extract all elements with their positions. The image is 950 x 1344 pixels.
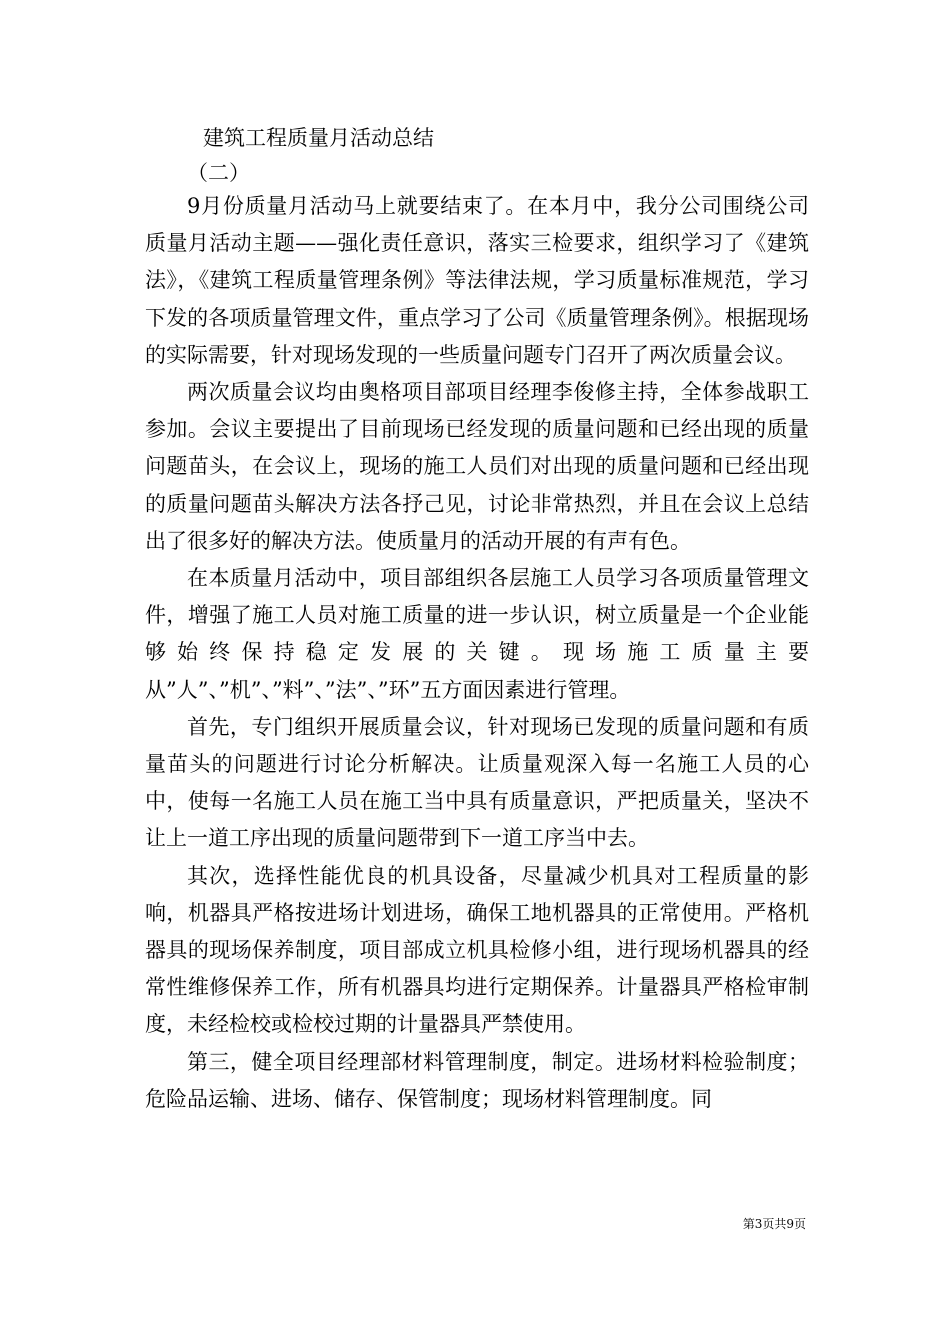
paragraph: 在本质量月活动中，项目部组织各层施工人员学习各项质量管理文件，增强了施工人员对施工质量的进一步认识，树立质量是一个企业能够始终保持稳定发展的关键。现场施工质量主要从”人”、”机”、”料”、”法”、”环”五方面因素进行管理。 [145, 566, 809, 702]
paragraph: 首先，专门组织开展质量会议，针对现场已发现的质量问题和有质量苗头的问题进行讨论分析解决。让质量观深入每一名施工人员的心中，使每一名施工人员在施工当中具有质量意识，严把质量关，坚决不让上一道工序出现的质量问题带到下一道工序当中去。 [145, 714, 809, 851]
page-number: 第3页共9页 [742, 1217, 806, 1231]
paragraph: 两次质量会议均由奥格项目部项目经理李俊修主持，全体参战职工参加。会议主要提出了目前现场已经发现的质量问题和已经出现的质量问题苗头，在会议上，现场的施工人员们对出现的质量问题和已经出现的质量问题苗头解决方法各抒己见，讨论非常热烈，并且在会议上总结出了很多好的解决方法。使质量月的活动开展的有声有色。 [145, 380, 809, 553]
paragraph: 第三，健全项目经理部材料管理制度，制定。进场材料检验制度；危险品运输、进场、储存、保管制度；现场材料管理制度。同 [145, 1049, 809, 1111]
document-body [145, 118, 809, 1118]
document-subtitle: （二） [187, 161, 250, 185]
document-title: 建筑工程质量月活动总结 [203, 126, 434, 150]
paragraph: 9月份质量月活动马上就要结束了。在本月中，我分公司围绕公司质量月活动主题——强化责任意识，落实三检要求，组织学习了《建筑法》，《建筑工程质量管理条例》等法律法规，学习质量标准规范，学习下发的各项质量管理文件，重点学习了公司《质量管理条例》。根据现场的实际需要，针对现场发现的一些质量问题专门召开了两次质量会议。 [145, 194, 809, 367]
paragraph: 其次，选择性能优良的机具设备，尽量减少机具对工程质量的影响，机器具严格按进场计划进场，确保工地机器具的正常使用。严格机器具的现场保养制度，项目部成立机具检修小组，进行现场机器具的经常性维修保养工作，所有机器具均进行定期保养。计量器具严格检审制度，未经检校或检校过期的计量器具严禁使用。 [145, 863, 809, 1037]
